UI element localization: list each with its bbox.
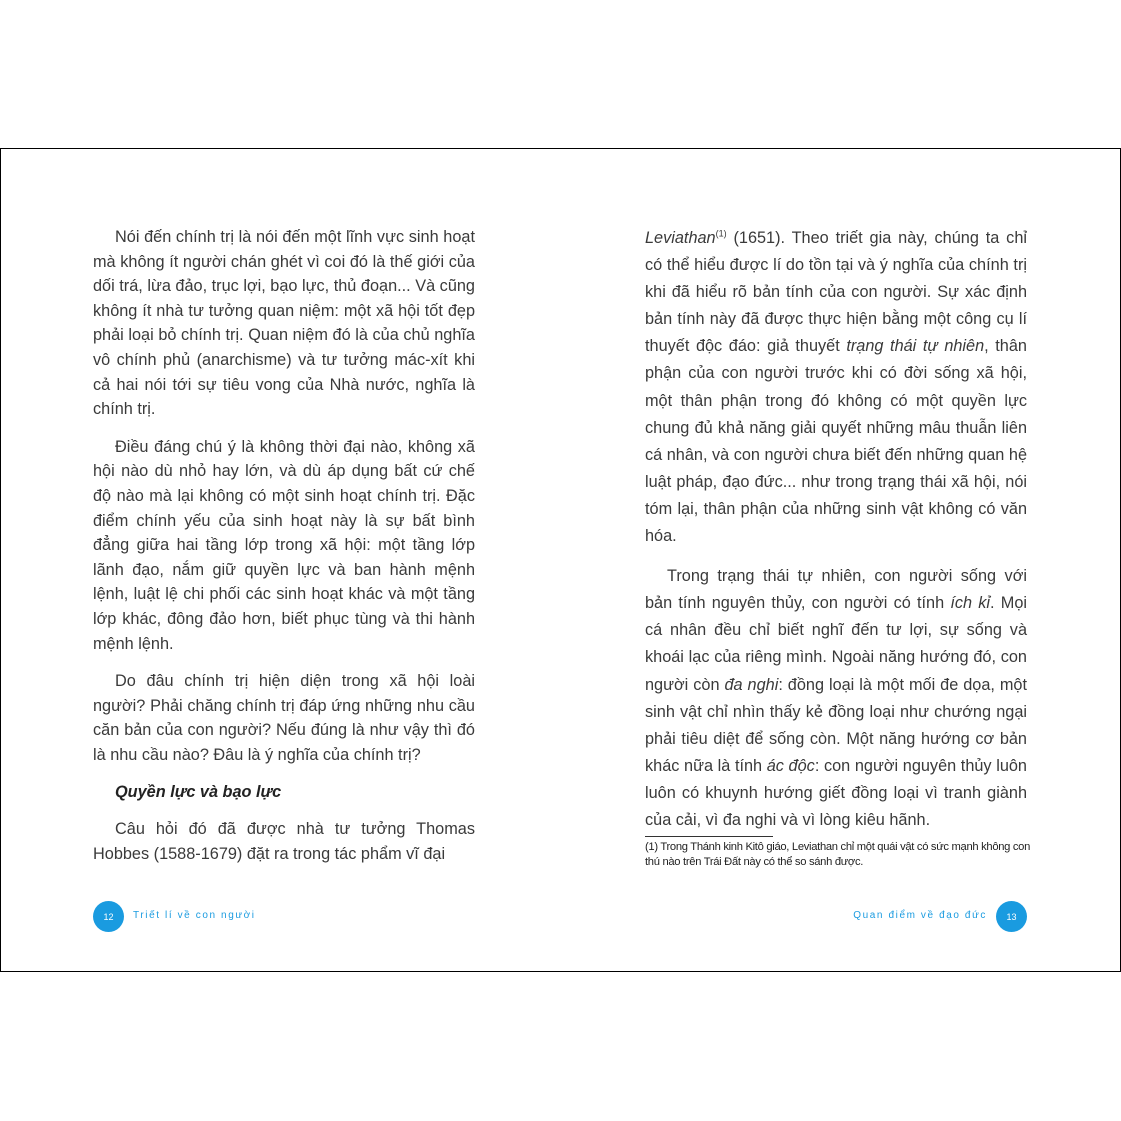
- right-page: [561, 149, 1121, 971]
- text-span: (1651). Theo triết gia này, chúng ta chỉ có thể hiểu được lí do tồn tại và ý nghĩa của chính trị khi đã hiểu rõ bản tính của con người. Sự xác định bản tính này đã được thực hiện bằng một công cụ lí thuyết độc đáo: giả thuyết: [645, 229, 1027, 356]
- emphasis: ác độc: [766, 756, 815, 775]
- section-heading: Quyền lực và bạo lực: [115, 783, 282, 802]
- paragraph: Do đâu chính trị hiện diện trong xã hội loài người? Phải chăng chính trị đáp ứng những nhu cầu căn bản của con người? Nếu đúng là như vậy thì đó là nhu cầu nào? Đâu là ý nghĩa của chính trị?: [93, 672, 475, 764]
- running-title: Quan điểm về đạo đức: [853, 910, 987, 921]
- page-number-badge: 12: [93, 901, 124, 932]
- footnote-rule: [645, 836, 773, 837]
- running-title: Triết lí về con người: [133, 910, 256, 921]
- footnote: (1) Trong Thánh kinh Kitô giáo, Leviathan chỉ một quái vật có sức mạnh không con thú nào trên Trái Đất này có thể so sánh được.: [645, 841, 1031, 868]
- paragraph: Nói đến chính trị là nói đến một lĩnh vực sinh hoạt mà không ít người chán ghét vì coi đó là thế giới của dối trá, lừa đảo, trục lợi, bạo lực, thủ đoạn... Và cũng không ít nhà tư tưởng quan niệm: một xã hội tốt đẹp phải loại bỏ chính trị. Quan niệm đó là của chủ nghĩa vô chính phủ (anarchisme) và tư tưởng mác-xít khi cả hai nói tới sự tiêu vong của Nhà nước, nghĩa là chính trị.: [93, 228, 475, 419]
- emphasis: đa nghi: [724, 675, 779, 694]
- text-span: Trong trạng thái tự nhiên, con người sống với bản tính nguyên thủy, con người có tính: [645, 567, 1027, 613]
- paragraph: Câu hỏi đó đã được nhà tư tưởng Thomas Hobbes (1588-1679) đặt ra trong tác phẩm vĩ đại: [93, 820, 475, 863]
- text-span: : đồng loại là một mối đe dọa, một sinh vật chỉ nhìn thấy kẻ đồng loại như chướng ngại phải tiêu diệt để sống còn. Một năng hướng cơ bản khác nữa là tính: [645, 675, 1027, 775]
- emphasis: trạng thái tự nhiên: [846, 337, 985, 356]
- paragraph: [645, 225, 1027, 550]
- paragraph: [645, 563, 1027, 834]
- book-spread: [0, 148, 1121, 972]
- left-text-column: [93, 225, 475, 879]
- text-span: . Mọi cá nhân đều chỉ biết nghĩ đến tư lợi, sự sống và khoái lạc của riêng mình. Ngoài năng hướng đó, con người còn: [645, 594, 1027, 694]
- left-page: [1, 149, 561, 971]
- page-number-badge: 13: [996, 901, 1027, 932]
- paragraph: Điều đáng chú ý là không thời đại nào, không xã hội nào dù nhỏ hay lớn, và dù áp dụng bất cứ chế độ nào mà lại không có một sinh hoạt chính trị. Đặc điểm chính yếu của sinh hoạt này là sự bất bình đẳng giữa hai tầng lớp trong xã hội: một tầng lớp lãnh đạo, nắm giữ quyền lực và ban hành mệnh lệnh, luật lệ chi phối các sinh hoạt khác và một tầng lớp khác, đông đảo hơn, biết phục tùng và thi hành mệnh lệnh.: [93, 437, 475, 653]
- emphasis: ích kỉ: [950, 594, 991, 613]
- book-title: Leviathan: [645, 229, 716, 247]
- text-span: : con người nguyên thủy luôn luôn có khuynh hướng giết đồng loại vì tranh giành của cải, vì đa nghi và vì lòng kiêu hãnh.: [645, 756, 1027, 829]
- text-span: , thân phận của con người trước khi có đời sống xã hội, một thân phận trong đó không có một quyền lực chung đủ khả năng giải quyết những mâu thuẫn liên cá nhân, và con người chưa biết đến những quan hệ luật pháp, đạo đức... như trong trạng thái xã hội, nói tóm lại, thân phận của những sinh vật không có văn hóa.: [645, 337, 1027, 546]
- footnote-mark: (1): [715, 228, 727, 239]
- right-text-column: [645, 225, 1027, 847]
